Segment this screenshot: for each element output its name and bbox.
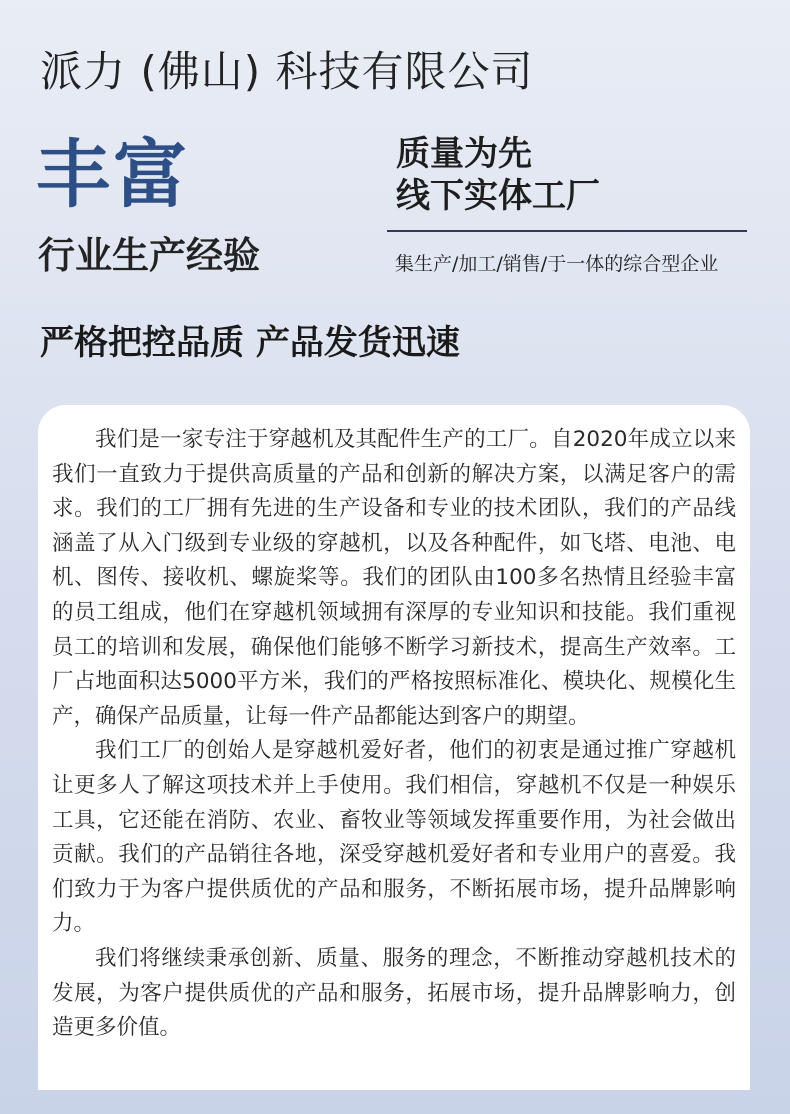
integrated-enterprise-tagline: 集生产/加工/销售/于一体的综合型企业: [395, 253, 719, 275]
intro-paragraph-1: 我们是一家专注于穿越机及其配件生产的工厂。自2020年成立以来我们一直致力于提供高质量的产品和创新的解决方案，以满足客户的需求。我们的工厂拥有先进的生产设备和专业的技术团队，我们的产品线涵盖了从入门级到专业级的穿越机，以及各种配件，如飞塔、电池、电机、图传、接收机、螺旋桨等。我们的团队由100多名热情且经验丰富的员工组成，他们在穿越机领域拥有深厚的专业知识和技能。我们重视员工的培训和发展，确保他们能够不断学习新技术，提高生产效率。工厂占地面积达5000平方米，我们的严格按照标准化、模块化、规模化生产，确保产品质量，让每一件产品都能达到客户的期望。: [52, 427, 736, 729]
quality-control-title: 严格把控品质 产品发货迅速: [40, 323, 460, 363]
slogan-divider: [387, 230, 747, 232]
company-name: 派力 (佛山) 科技有限公司: [40, 47, 534, 96]
intro-paragraph-3: 我们将继续秉承创新、质量、服务的理念，不断推动穿越机技术的发展，为客户提供质优的产品和服务，拓展市场，提升品牌影响力，创造更多价值。: [52, 945, 736, 1041]
intro-paragraph-2: 我们工厂的创始人是穿越机爱好者，他们的初衷是通过推广穿越机让更多人了解这项技术并上手使用。我们相信，穿越机不仅是一种娱乐工具，它还能在消防、农业、畜牧业等领域发挥重要作用，为社会做出贡献。我们的产品销往各地，深受穿越机爱好者和专业用户的喜爱。我们致力于为客户提供质优的产品和服务，不断拓展市场，提升品牌影响力。: [52, 738, 736, 937]
headline-rich: 丰富: [36, 132, 190, 218]
slogan-quality-first: 质量为先: [396, 134, 532, 174]
company-intro-card: [38, 405, 750, 1090]
slogan-physical-factory: 线下实体工厂: [396, 176, 600, 216]
headline-experience: 行业生产经验: [38, 234, 260, 277]
